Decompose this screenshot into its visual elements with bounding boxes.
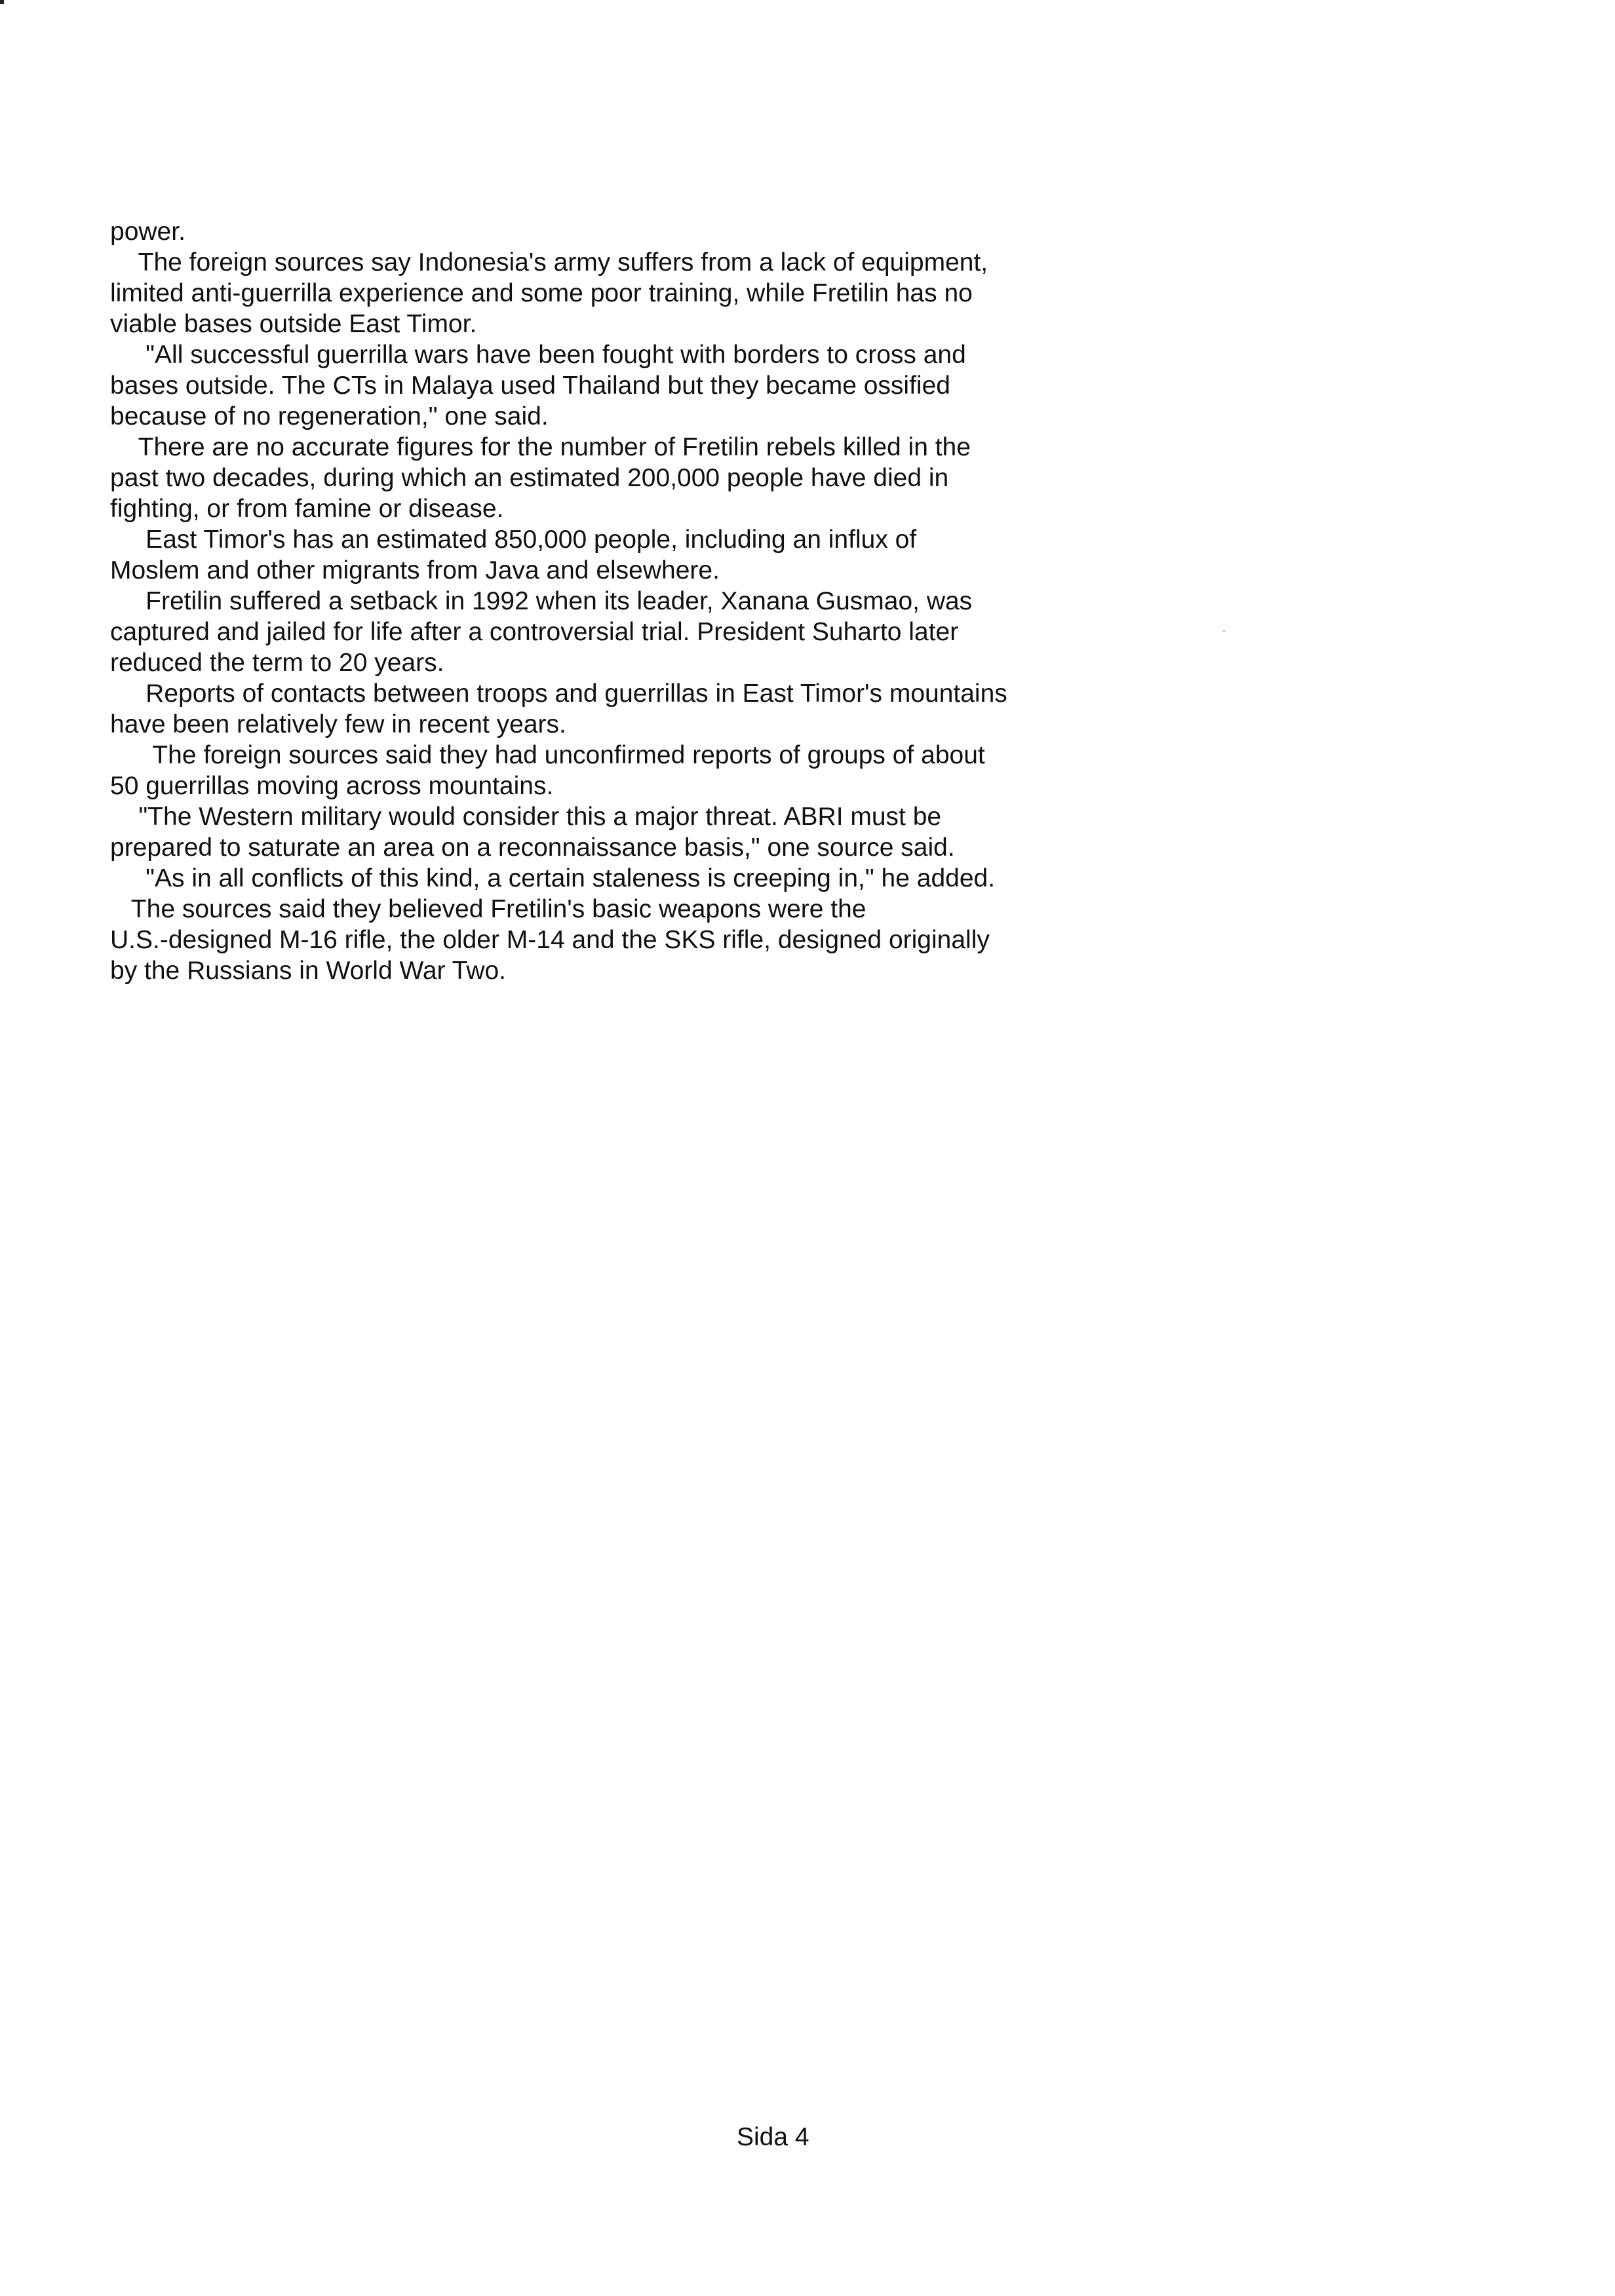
text-line: past two decades, during which an estimated 200,000 people have died in — [110, 464, 949, 492]
article-text — [110, 216, 1133, 986]
text-line: "The Western military would consider this a major threat. ABRI must be — [110, 803, 942, 831]
text-line: The foreign sources said they had unconfirmed reports of groups of about — [110, 741, 985, 769]
scan-corner-mark — [0, 0, 4, 4]
text-line: 50 guerrillas moving across mountains. — [110, 772, 554, 800]
text-line: East Timor's has an estimated 850,000 people, including an influx of — [110, 526, 917, 554]
text-line: captured and jailed for life after a controversial trial. President Suharto later — [110, 618, 959, 646]
text-line: fighting, or from famine or disease. — [110, 495, 504, 523]
page-number: Sida 4 — [737, 2123, 809, 2151]
text-line: Moslem and other migrants from Java and elsewhere. — [110, 556, 720, 584]
text-line: by the Russians in World War Two. — [110, 957, 507, 985]
text-line: U.S.-designed M-16 rifle, the older M-14 and the SKS rifle, designed originally — [110, 926, 990, 954]
text-line: have been relatively few in recent years. — [110, 710, 566, 738]
text-line: power. — [110, 218, 185, 246]
text-line: because of no regeneration," one said. — [110, 402, 549, 430]
text-line: reduced the term to 20 years. — [110, 649, 444, 677]
text-line: Reports of contacts between troops and guerrillas in East Timor's mountains — [110, 679, 1007, 708]
text-line: viable bases outside East Timor. — [110, 310, 477, 338]
scan-speck — [1223, 630, 1225, 632]
text-line: Fretilin suffered a setback in 1992 when its leader, Xanana Gusmao, was — [110, 587, 973, 615]
text-line: "As in all conflicts of this kind, a certain staleness is creeping in," he added. — [110, 864, 996, 892]
text-line: limited anti-guerrilla experience and some poor training, while Fretilin has no — [110, 279, 973, 307]
text-line: prepared to saturate an area on a reconnaissance basis," one source said. — [110, 833, 955, 862]
text-line: The foreign sources say Indonesia's army suffers from a lack of equipment, — [110, 248, 988, 277]
text-line: bases outside. The CTs in Malaya used Thailand but they became ossified — [110, 372, 950, 400]
text-line: There are no accurate figures for the number of Fretilin rebels killed in the — [110, 433, 971, 461]
text-line: The sources said they believed Fretilin's basic weapons were the — [110, 895, 866, 923]
text-line: "All successful guerrilla wars have been fought with borders to cross and — [110, 341, 966, 369]
